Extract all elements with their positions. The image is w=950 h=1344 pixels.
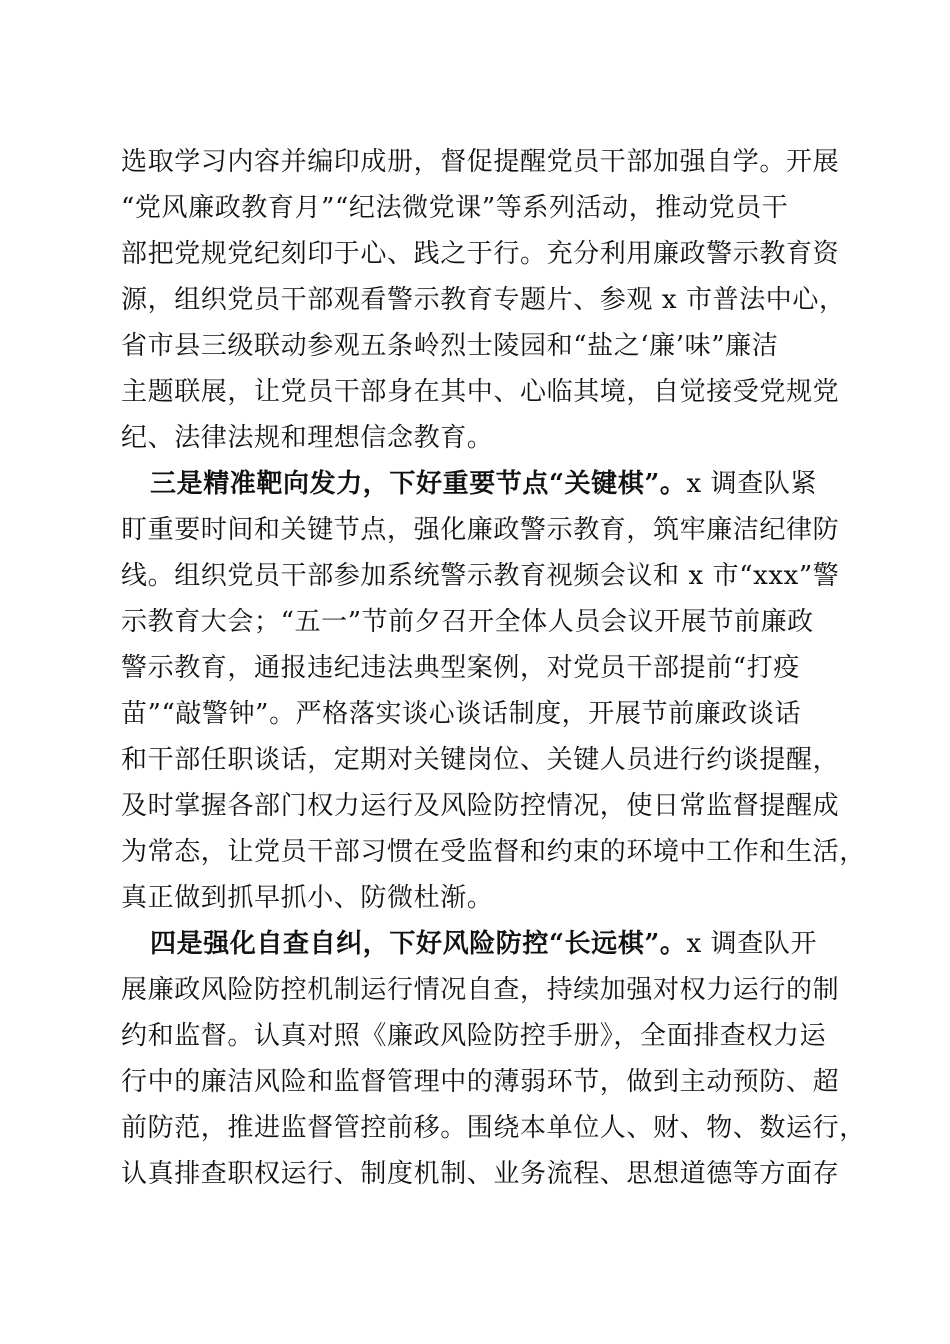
- paragraph-line: 展廉政风险防控机制运行情况自查，持续加强对权力运行的制: [121, 975, 840, 1005]
- paragraph-first-line: [150, 924, 870, 964]
- section-heading: 四是强化自查自纠，下好风险防控“长远棋”。: [150, 929, 687, 959]
- paragraph-line: 省市县三级联动参观五条岭烈士陵园和“盐之‘廉’味”廉洁: [121, 331, 779, 361]
- paragraph-line: 行中的廉洁风险和监督管理中的薄弱环节，做到主动预防、超: [121, 1067, 840, 1097]
- paragraph-text: x 调查队紧: [686, 469, 818, 499]
- paragraph-line: 及时掌握各部门权力运行及风险防控情况，使日常监督提醒成: [121, 791, 840, 821]
- paragraph-first-line: [150, 464, 870, 504]
- paragraph-line: 源，组织党员干部观看警示教育专题片、参观 x 市普法中心，: [121, 285, 846, 315]
- paragraph-line: 部把党规党纪刻印于心、践之于行。充分利用廉政警示教育资: [121, 239, 840, 269]
- paragraph-line: 主题联展，让党员干部身在其中、心临其境，自觉接受党规党: [121, 377, 840, 407]
- section-heading: 三是精准靶向发力，下好重要节点“关键棋”。: [150, 469, 687, 499]
- paragraph-line: 选取学习内容并编印成册，督促提醒党员干部加强自学。开展: [121, 147, 840, 177]
- paragraph-line: “党风廉政教育月”“纪法微党课”等系列活动，推动党员干: [121, 193, 789, 223]
- paragraph-line: 前防范，推进监督管控前移。围绕本单位人、财、物、数运行，: [121, 1113, 866, 1143]
- paragraph-line: 和干部任职谈话，定期对关键岗位、关键人员进行约谈提醒，: [121, 745, 840, 775]
- paragraph-line: 约和监督。认真对照《廉政风险防控手册》，全面排查权力运: [121, 1021, 827, 1051]
- paragraph-line: 示教育大会；“五一”节前夕召开全体人员会议开展节前廉政: [121, 607, 814, 637]
- paragraph-line: 苗”“敲警钟”。严格落实谈心谈话制度，开展节前廉政谈话: [121, 699, 802, 729]
- paragraph-line: 警示教育，通报违纪违法典型案例，对党员干部提前“打疫: [121, 653, 800, 683]
- paragraph-line: 盯重要时间和关键节点，强化廉政警示教育，筑牢廉洁纪律防: [121, 515, 840, 545]
- paragraph-line: 线。组织党员干部参加系统警示教育视频会议和 x 市“xxx”警: [121, 561, 840, 591]
- paragraph-text: x 调查队开: [686, 929, 818, 959]
- paragraph-line: 纪、法律法规和理想信念教育。: [121, 423, 494, 453]
- paragraph-line: 为常态，让党员干部习惯在受监督和约束的环境中工作和生活，: [121, 837, 866, 867]
- paragraph-line: 真正做到抓早抓小、防微杜渐。: [121, 883, 494, 913]
- paragraph-line: 认真排查职权运行、制度机制、业务流程、思想道德等方面存: [121, 1159, 840, 1189]
